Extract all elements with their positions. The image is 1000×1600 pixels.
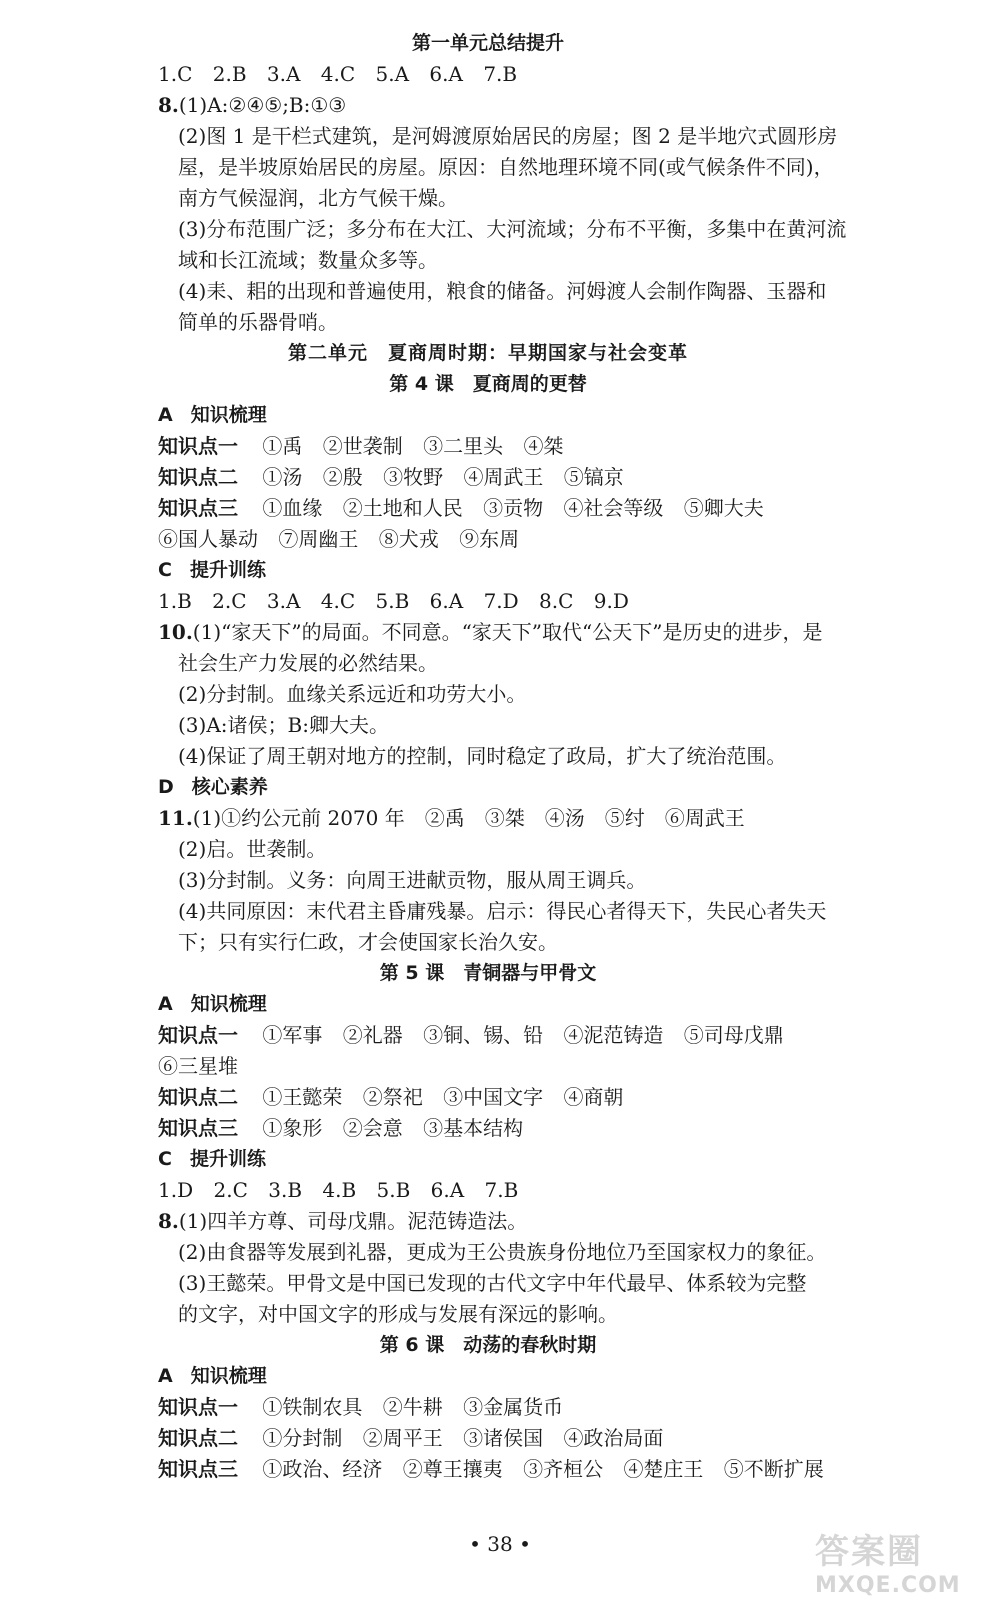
section-letter: A: [158, 404, 173, 426]
answer-item: 2.B: [212, 62, 247, 86]
section-letter: D: [158, 776, 174, 798]
lesson6-title: 第 6 课 动荡的春秋时期: [379, 1334, 597, 1356]
knowledge-point-row: [158, 1051, 818, 1082]
knowledge-point-row: [158, 1423, 818, 1454]
section-letter: A: [158, 993, 173, 1015]
answer-item: 1.B: [158, 589, 192, 613]
section-heading: [158, 989, 818, 1020]
knowledge-point-row: [158, 524, 818, 555]
answer-line: 域和长江流域；数量众多等。: [178, 248, 438, 272]
answer-line: (2)图 1 是干栏式建筑，是河姆渡原始居民的房屋；图 2 是半地穴式圆形房: [178, 124, 838, 148]
answer-item: 4.C: [320, 589, 356, 613]
section-name: 核心素养: [191, 776, 268, 798]
answer-item: 1.C: [158, 62, 193, 86]
knowledge-point-row: [158, 1113, 818, 1144]
knowledge-item: ②殷: [322, 465, 363, 489]
answer-line: (4)共同原因：末代君主昏庸残暴。启示：得民心者得天下，失民心者失天: [178, 899, 827, 923]
knowledge-item: ①象形: [262, 1116, 323, 1140]
knowledge-item: ⑤司母戊鼎: [683, 1023, 784, 1047]
section-letter: C: [158, 1148, 172, 1170]
section-heading: [158, 1144, 818, 1175]
section-name: 提升训练: [189, 1148, 266, 1170]
answer-line: (3)分布范围广泛；多分布在大江、大河流域；分布不平衡，多集中在黄河流: [178, 217, 847, 241]
knowledge-item: ③铜、锡、铅: [423, 1023, 544, 1047]
answer-line: 屋，是半坡原始居民的房屋。原因：自然地理环境不同(或气候条件不同)，: [178, 155, 834, 179]
answer-item: 2.C: [212, 589, 247, 613]
knowledge-item: ①王懿荣: [262, 1085, 343, 1109]
knowledge-item: ③二里头: [423, 434, 504, 458]
knowledge-item: ③贡物: [483, 496, 544, 520]
knowledge-item: ②祭祀: [362, 1085, 423, 1109]
section-name: 知识梳理: [190, 1365, 267, 1387]
answer-line: 简单的乐器骨哨。: [178, 310, 338, 334]
site-watermark: [815, 1524, 990, 1598]
knowledge-point-label: 知识点三: [158, 1116, 238, 1140]
answer-line: (2)由食器等发展到礼器，更成为王公贵族身份地位乃至国家权力的象征。: [178, 1240, 827, 1264]
knowledge-item: ②尊王攘夷: [402, 1457, 503, 1481]
knowledge-item: ①铁制农具: [262, 1395, 363, 1419]
answer-item: 7.D: [483, 589, 519, 613]
answer-item: 3.A: [266, 589, 301, 613]
knowledge-point-row: [158, 1454, 824, 1485]
lesson5-choice-answers: [158, 1175, 818, 1206]
page-number: • 38 •: [469, 1532, 531, 1556]
section-name: 知识梳理: [190, 404, 267, 426]
knowledge-item: ①分封制: [262, 1426, 343, 1450]
answer-item: 5.B: [375, 589, 410, 613]
knowledge-item: ②周平王: [362, 1426, 443, 1450]
knowledge-item: ④商朝: [563, 1085, 624, 1109]
knowledge-item: ①禹: [262, 434, 303, 458]
section-name: 提升训练: [189, 559, 266, 581]
lesson4-title: 第 4 课 夏商周的更替: [389, 373, 587, 395]
knowledge-point-row: [158, 1082, 818, 1113]
answer-item: 3.B: [268, 1178, 303, 1202]
knowledge-point-row: [158, 1392, 818, 1423]
section-heading: [158, 400, 818, 431]
answer-text: (1)①约公元前 2070 年 ②禹 ③桀 ④汤 ⑤纣 ⑥周武王: [192, 806, 745, 830]
knowledge-item: ③金属货币: [463, 1395, 564, 1419]
knowledge-point-label: 知识点三: [158, 496, 238, 520]
answer-line: 社会生产力发展的必然结果。: [178, 651, 438, 675]
question-line: [158, 90, 818, 121]
knowledge-point-label: 知识点二: [158, 465, 238, 489]
knowledge-item: ⑨东周: [459, 527, 520, 551]
watermark-logo-text: 答案圈: [815, 1532, 923, 1572]
knowledge-point-label: 知识点一: [158, 1395, 238, 1419]
knowledge-point-label: 知识点二: [158, 1426, 238, 1450]
section-letter: A: [158, 1365, 173, 1387]
knowledge-item: ⑧犬戎: [378, 527, 439, 551]
answer-line: (4)保证了周王朝对地方的控制，同时稳定了政局，扩大了统治范围。: [178, 744, 787, 768]
answer-item: 3.A: [266, 62, 301, 86]
knowledge-item: ②会意: [342, 1116, 403, 1140]
question-number: 11.: [158, 806, 193, 830]
answer-text: (1)“家天下”的局面。不同意。“家天下”取代“公天下”是历史的进步，是: [192, 620, 823, 644]
answer-line: 下；只有实行仁政，才会使国家长治久安。: [178, 930, 558, 954]
question-line: [158, 1206, 818, 1237]
answer-item: 7.B: [484, 1178, 519, 1202]
question-number: 8.: [158, 1209, 179, 1233]
unit2-title: 第二单元 夏商周时期：早期国家与社会变革: [287, 342, 688, 364]
answer-item: 6.A: [429, 62, 463, 86]
question-line: [158, 617, 823, 648]
answer-item: 2.C: [213, 1178, 248, 1202]
knowledge-item: ③牧野: [383, 465, 444, 489]
knowledge-point-row: [158, 431, 818, 462]
answer-item: 5.B: [376, 1178, 411, 1202]
answer-line: (3)王懿荣。甲骨文是中国已发现的古代文字中年代最早、体系较为完整: [178, 1271, 807, 1295]
knowledge-item: ①汤: [262, 465, 303, 489]
knowledge-point-label: 知识点一: [158, 434, 238, 458]
answer-page: [158, 28, 847, 1485]
knowledge-point-row: [158, 462, 818, 493]
knowledge-point-row: [158, 1020, 818, 1051]
section-letter: C: [158, 559, 172, 581]
knowledge-point-label: 知识点三: [158, 1457, 238, 1481]
answer-item: 8.C: [539, 589, 574, 613]
lesson5-title: 第 5 课 青铜器与甲骨文: [379, 962, 597, 984]
section-name: 知识梳理: [190, 993, 267, 1015]
knowledge-item: ②世袭制: [322, 434, 403, 458]
lesson4-choice-answers: [158, 586, 818, 617]
knowledge-item: ⑤卿大夫: [683, 496, 764, 520]
knowledge-point-label: 知识点一: [158, 1023, 238, 1047]
answer-item: 9.D: [593, 589, 629, 613]
knowledge-item: ②礼器: [342, 1023, 403, 1047]
knowledge-item: ②土地和人民: [342, 496, 463, 520]
question-number: 10.: [158, 620, 193, 644]
question-number: 8.: [158, 93, 179, 117]
knowledge-point-label: 知识点二: [158, 1085, 238, 1109]
answer-line: (3)分封制。义务：向周王进献贡物，服从周王调兵。: [178, 868, 647, 892]
knowledge-item: ④桀: [523, 434, 564, 458]
section-heading: [158, 1361, 818, 1392]
answer-item: 4.C: [320, 62, 356, 86]
knowledge-item: ①政治、经济: [262, 1457, 383, 1481]
knowledge-item: ④政治局面: [563, 1426, 664, 1450]
answer-line: (2)启。世袭制。: [178, 837, 327, 861]
answer-item: 4.B: [322, 1178, 357, 1202]
answer-item: 5.A: [375, 62, 410, 86]
watermark-url: MXQE.COM: [815, 1573, 961, 1598]
knowledge-point-row: [158, 493, 818, 524]
knowledge-item: ③基本结构: [423, 1116, 524, 1140]
knowledge-item: ③中国文字: [443, 1085, 544, 1109]
answer-line: (3)A:诸侯；B:卿大夫。: [178, 713, 389, 737]
knowledge-item: ④泥范铸造: [563, 1023, 664, 1047]
answer-line: 的文字，对中国文字的形成与发展有深远的影响。: [178, 1302, 618, 1326]
knowledge-item: ⑥国人暴动: [158, 527, 258, 551]
knowledge-item: ④社会等级: [563, 496, 664, 520]
unit1-choice-answers: [158, 59, 818, 90]
answer-item: 6.A: [429, 589, 464, 613]
answer-item: 6.A: [430, 1178, 465, 1202]
answer-item: 7.B: [483, 62, 518, 86]
knowledge-item: ⑦周幽王: [278, 527, 359, 551]
knowledge-item: ②牛耕: [382, 1395, 443, 1419]
knowledge-item: ④楚庄王: [623, 1457, 704, 1481]
section-heading: [158, 555, 818, 586]
knowledge-item: ⑤不断扩展: [723, 1457, 824, 1481]
knowledge-item: ①血缘: [262, 496, 323, 520]
answer-line: (4)耒、耜的出现和普遍使用，粮食的储备。河姆渡人会制作陶器、玉器和: [178, 279, 827, 303]
answer-line: 南方气候湿润，北方气候干燥。: [178, 186, 458, 210]
answer-item: 1.D: [158, 1178, 194, 1202]
question-line: [158, 803, 818, 834]
knowledge-item: ①军事: [262, 1023, 323, 1047]
knowledge-item: ③齐桓公: [523, 1457, 604, 1481]
unit1-summary-title: 第一单元总结提升: [411, 32, 564, 54]
answer-text: (1)四羊方尊、司母戊鼎。泥范铸造法。: [178, 1209, 528, 1233]
answer-line: (2)分封制。血缘关系远近和功劳大小。: [178, 682, 527, 706]
knowledge-item: ④周武王: [463, 465, 544, 489]
knowledge-item: ⑥三星堆: [158, 1054, 238, 1078]
knowledge-item: ③诸侯国: [463, 1426, 544, 1450]
knowledge-item: ⑤镐京: [563, 465, 624, 489]
section-heading: [158, 772, 818, 803]
answer-text: (1)A:②④⑤;B:①③: [178, 93, 347, 117]
